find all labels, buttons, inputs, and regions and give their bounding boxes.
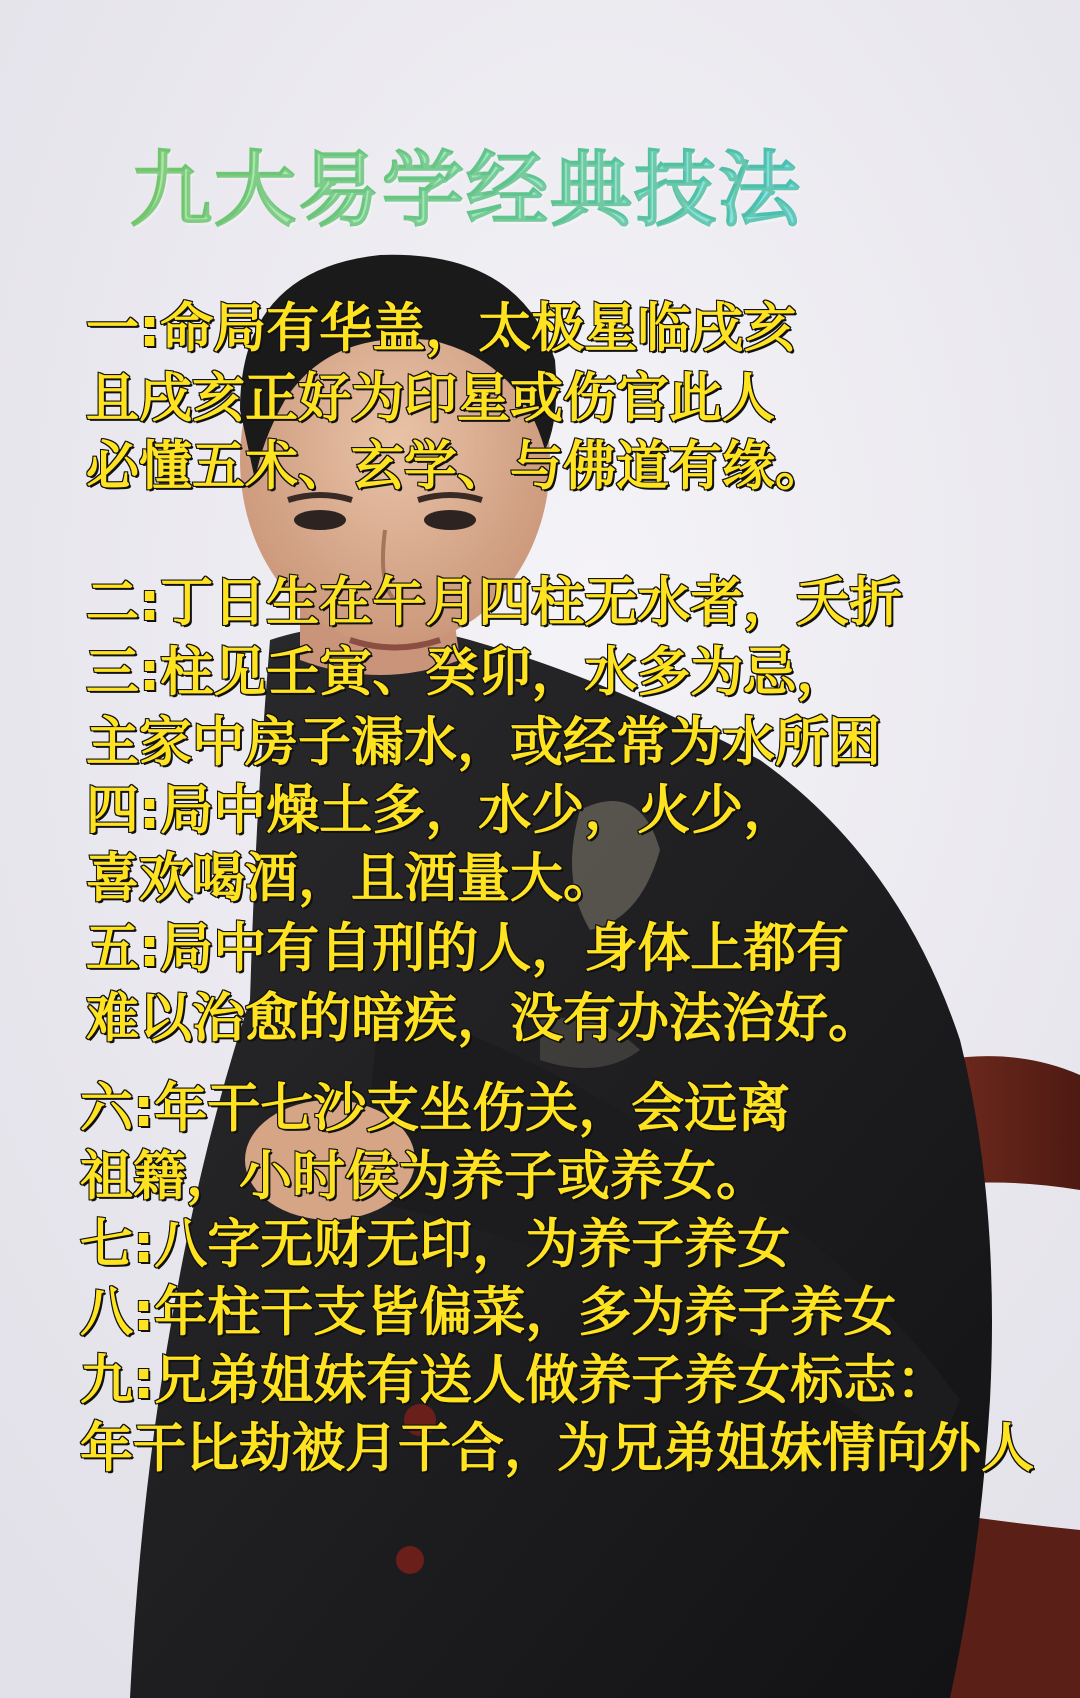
rule-1-line-3: 必懂五术、玄学、与佛道有缘。 xyxy=(86,436,828,497)
rule-3-line-1: 三:柱见壬寅、癸卯，水多为忌， xyxy=(86,642,850,703)
rule-8-line-1: 八:年柱干支皆偏菜，多为养子养女 xyxy=(80,1282,897,1343)
rule-9-line-2: 年干比劫被月干合，为兄弟姐妹情向外人 xyxy=(80,1418,1034,1479)
rule-9-line-1: 九:兄弟姐妹有送人做养子养女标志： xyxy=(80,1350,950,1411)
rule-5-line-2: 难以治愈的暗疾，没有办法治好。 xyxy=(86,988,881,1049)
rule-1-line-2: 且戌亥正好为印星或伤官此人 xyxy=(86,368,775,429)
rule-5-line-1: 五:局中有自刑的人，身体上都有 xyxy=(86,918,850,979)
rule-6-line-1: 六:年干七沙支坐伤关，会远离 xyxy=(80,1078,791,1139)
rule-4-line-2: 喜欢喝酒，且酒量大。 xyxy=(86,848,616,909)
rule-4-line-1: 四:局中燥土多，水少，火少， xyxy=(86,780,797,841)
rule-2-line-1: 二:丁日生在午月四柱无水者，夭折 xyxy=(86,572,903,633)
rule-3-line-2: 主家中房子漏水，或经常为水所困 xyxy=(86,712,881,773)
page-title: 九大易学经典技法 xyxy=(130,125,802,242)
rule-1-line-1: 一:命局有华盖，太极星临戌亥 xyxy=(86,298,797,359)
rule-7-line-1: 七:八字无财无印，为养子养女 xyxy=(80,1214,791,1275)
rule-6-line-2: 祖籍，小时侯为养子或养女。 xyxy=(80,1146,769,1207)
